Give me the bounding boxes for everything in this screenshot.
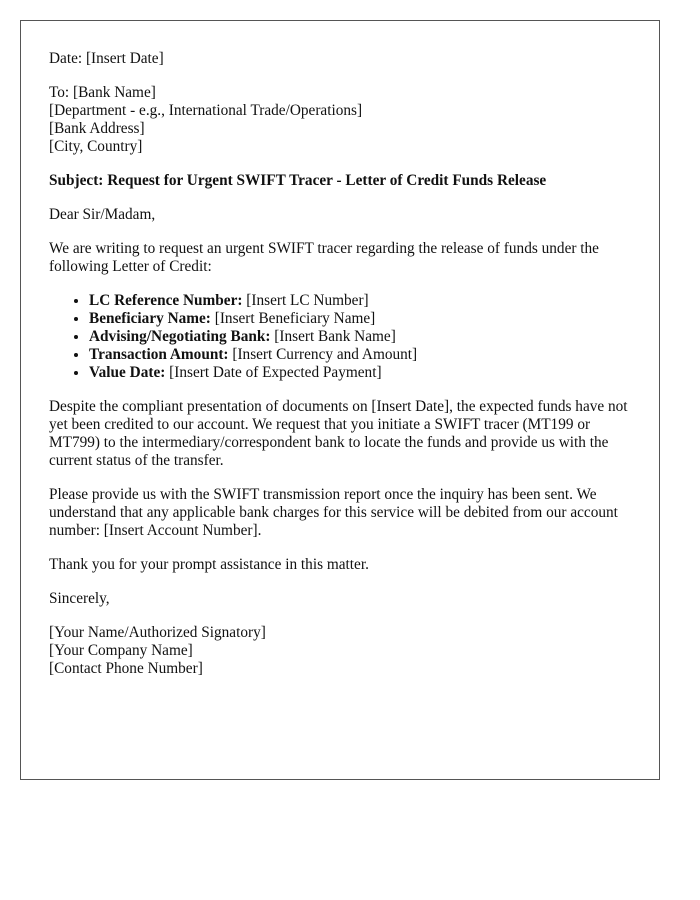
salutation: Dear Sir/Madam, <box>49 206 156 223</box>
recipient-city-country: [City, Country] <box>49 138 143 155</box>
detail-label: Transaction Amount: <box>89 346 229 363</box>
list-item-value-date <box>89 364 639 382</box>
list-item-beneficiary <box>89 310 639 328</box>
detail-value: [Insert Date of Expected Payment] <box>165 364 382 381</box>
list-item-lc-reference <box>89 292 639 310</box>
lc-details-list <box>49 292 639 382</box>
detail-value: [Insert LC Number] <box>242 292 369 309</box>
recipient-bank-name: To: [Bank Name] <box>49 84 156 101</box>
closing: Sincerely, <box>49 590 110 607</box>
intro-paragraph: We are writing to request an urgent SWIFT tracer regarding the release of funds under the following Letter of Credit: <box>49 240 599 275</box>
recipient-block <box>49 84 639 156</box>
letter-page <box>20 20 660 780</box>
recipient-department: [Department - e.g., International Trade/Operations] <box>49 102 363 119</box>
signature-block <box>49 624 639 678</box>
detail-label: Beneficiary Name: <box>89 310 211 327</box>
detail-label: LC Reference Number: <box>89 292 243 309</box>
contact-phone: [Contact Phone Number] <box>49 660 203 677</box>
letter-content <box>49 50 639 694</box>
body-paragraph-1: Despite the compliant presentation of documents on [Insert Date], the expected funds have not yet been credited to our account. We request that you initiate a SWIFT tracer (MT199 or MT799) to the intermediary/correspondent bank to locate the funds and provide us with the current status of the transfer. <box>49 398 628 469</box>
subject-line: Subject: Request for Urgent SWIFT Tracer - Letter of Credit Funds Release <box>49 172 547 189</box>
date-line: Date: [Insert Date] <box>49 50 164 67</box>
recipient-bank-address: [Bank Address] <box>49 120 145 137</box>
signatory-name: [Your Name/Authorized Signatory] <box>49 624 266 641</box>
list-item-transaction-amount <box>89 346 639 364</box>
company-name: [Your Company Name] <box>49 642 193 659</box>
body-paragraph-2: Please provide us with the SWIFT transmission report once the inquiry has been sent. We understand that any applicable bank charges for this service will be debited from our account number: [Insert Account Number]. <box>49 486 618 539</box>
detail-label: Value Date: <box>89 364 166 381</box>
list-item-advising-bank <box>89 328 639 346</box>
detail-label: Advising/Negotiating Bank: <box>89 328 271 345</box>
thanks-paragraph: Thank you for your prompt assistance in this matter. <box>49 556 369 573</box>
detail-value: [Insert Bank Name] <box>270 328 396 345</box>
detail-value: [Insert Beneficiary Name] <box>210 310 376 327</box>
detail-value: [Insert Currency and Amount] <box>228 346 418 363</box>
